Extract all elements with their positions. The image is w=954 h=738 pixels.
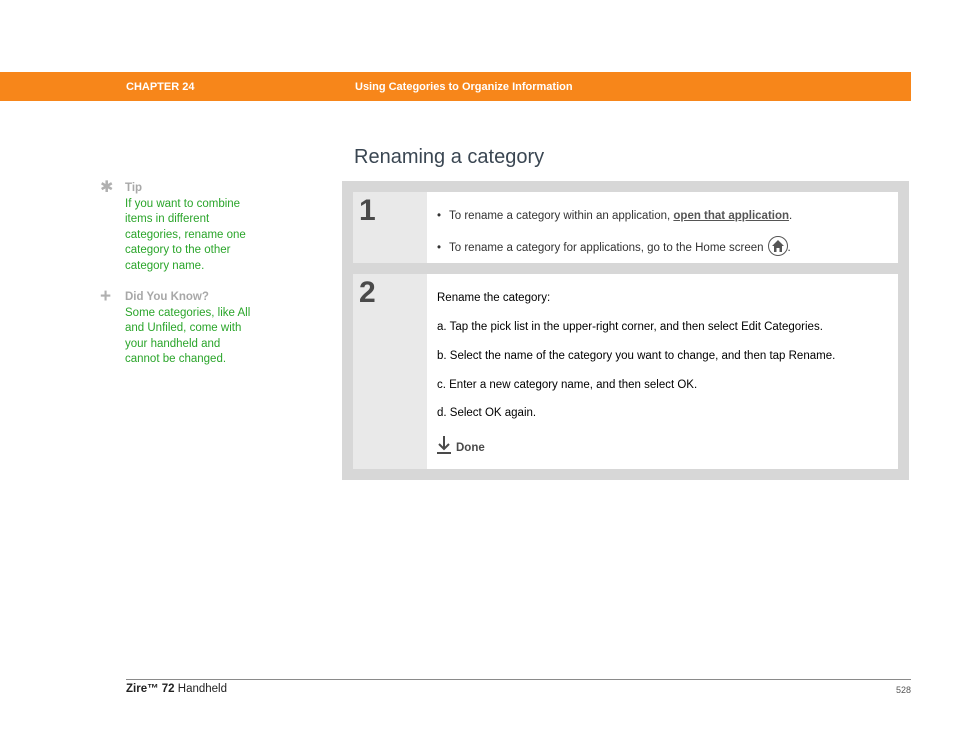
bullet-suffix: . — [787, 242, 791, 254]
done-marker — [437, 436, 485, 454]
open-application-link[interactable]: open that application — [673, 210, 790, 222]
tip-label: Tip — [125, 182, 143, 194]
footer-product-name — [126, 683, 227, 695]
tip-line: items in different — [125, 213, 210, 225]
did-you-know-box — [100, 286, 275, 368]
tip-text — [125, 197, 275, 275]
tip-line: If you want to combine — [125, 197, 241, 210]
step-2 — [353, 274, 898, 469]
chapter-title: Using Categories to Organize Information — [355, 81, 573, 93]
tip-line: category name. — [125, 259, 205, 272]
home-icon — [768, 236, 788, 256]
step-1 — [353, 192, 898, 263]
done-label: Done — [456, 442, 485, 454]
asterisk-icon: ✱ — [100, 179, 114, 196]
footer-divider — [126, 679, 911, 680]
bullet-suffix: . — [789, 210, 793, 222]
bullet-icon: • — [437, 210, 442, 222]
tip-line: categories, rename one — [125, 228, 246, 241]
step-number-column — [353, 274, 427, 469]
did-you-know-text — [125, 306, 275, 368]
step-2-intro: Rename the category: — [437, 292, 551, 304]
did-you-know-line: your handheld and — [125, 337, 221, 350]
tip-line: category to the other — [125, 244, 231, 256]
step-1-bullet-2 — [437, 236, 791, 256]
bullet-icon: • — [437, 242, 442, 254]
bullet-text: To rename a category within an application, — [449, 210, 674, 222]
did-you-know-line: and Unfiled, come with — [125, 322, 242, 334]
step-1-bullet-1 — [437, 210, 792, 222]
did-you-know-line: Some categories, like All — [125, 306, 251, 319]
tip-box — [100, 181, 275, 274]
step-2-item-d: d. Select OK again. — [437, 407, 537, 419]
step-number: 2 — [359, 276, 376, 309]
bullet-text: To rename a category for applications, go to the Home screen — [449, 242, 764, 254]
step-2-item-b: b. Select the name of the category you want to change, and then tap Rename. — [437, 350, 836, 362]
step-number: 1 — [359, 194, 376, 227]
step-2-item-c: c. Enter a new category name, and then select OK. — [437, 379, 698, 391]
plus-icon: + — [100, 286, 112, 307]
steps-panel — [342, 181, 909, 480]
step-2-item-a: a. Tap the pick list in the upper-right corner, and then select Edit Categories. — [437, 321, 823, 333]
product-model: Zire™ 72 — [126, 683, 175, 695]
down-arrow-icon — [437, 436, 451, 454]
chapter-header-bar — [0, 72, 911, 101]
page-number: 528 — [895, 685, 911, 695]
page-title: Renaming a category — [354, 146, 545, 168]
chapter-number: CHAPTER 24 — [126, 81, 195, 93]
did-you-know-line: cannot be changed. — [125, 353, 227, 365]
did-you-know-label: Did You Know? — [125, 291, 209, 303]
product-suffix: Handheld — [174, 683, 228, 695]
step-number-column — [353, 192, 427, 263]
